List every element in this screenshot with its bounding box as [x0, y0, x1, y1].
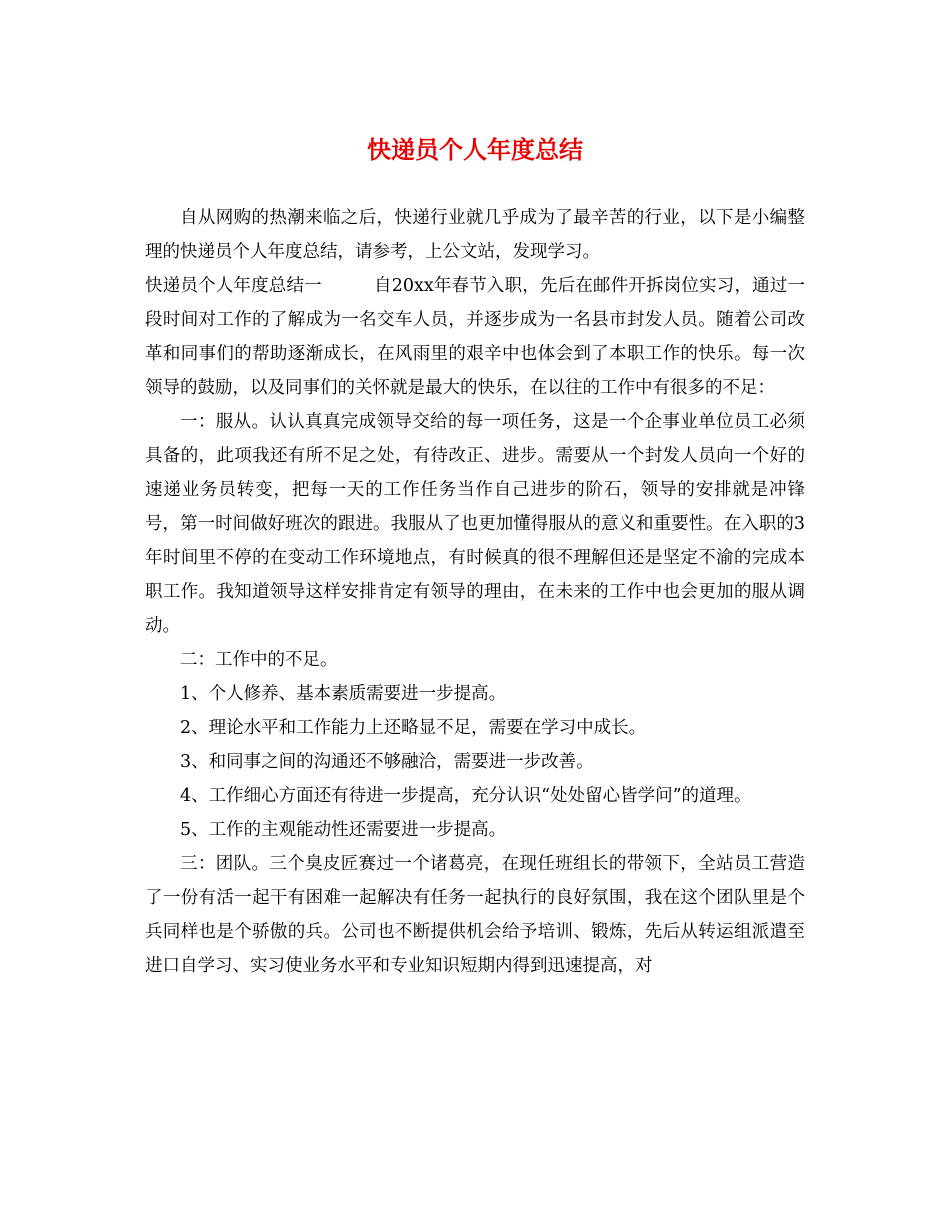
shortcoming-item-1: 1、个人修养、基本素质需要进一步提高。 — [180, 684, 507, 704]
shortcoming-item-2: 2、理论水平和工作能力上还略显不足，需要在学习中成长。 — [180, 718, 647, 738]
shortcoming-item-4: 4、工作细心方面还有待进一步提高，充分认识“处处留心皆学问”的道理。 — [180, 786, 752, 806]
section1-heading: 快递员个人年度总结一 — [145, 276, 322, 296]
shortcoming-item-5: 5、工作的主观能动性还需要进一步提高。 — [180, 820, 507, 840]
page-title: 快递员个人年度总结 — [367, 135, 583, 164]
point1-paragraph: 一：服从。认认真真完成领导交给的每一项任务，这是一个企事业单位员工必须具备的，此项我还有所不足之处，有待改正、进步。需要从一个封发人员向一个好的速递业务员转变，把每一天的工作任务当作自己进步的阶石，领导的安排就是冲锋号，第一时间做好班次的跟进。我服从了也更加懂得服从的意义和重要性。在入职的3年时间里不停的在变动工作环境地点，有时候真的很不理解但还是坚定不渝的完成本职工作。我知道领导这样安排肯定有领导的理由，在未来的工作中也会更加的服从调动。 — [145, 412, 805, 636]
document-body — [145, 201, 805, 983]
point2-heading: 二：工作中的不足。 — [180, 650, 338, 670]
section1-paragraph — [145, 269, 805, 405]
point3-paragraph: 三：团队。三个臭皮匠赛过一个诸葛亮，在现任班组长的带领下，全站员工营造了一份有活一起干有困难一起解决有任务一起执行的良好氛围，我在这个团队里是个兵同样也是个骄傲的兵。公司也不断提供机会给予培训、锻炼，先后从转运组派遣至进口自学习、实习使业务水平和专业知识短期内得到迅速提高，对 — [145, 854, 805, 976]
section1-text: 自20xx年春节入职，先后在邮件开拆岗位实习，通过一段时间对工作的了解成为一名交车人员，并逐步成为一名县市封发人员。随着公司改革和同事们的帮助逐渐成长，在风雨里的艰辛中也体会到了本职工作的快乐。每一次领导的鼓励，以及同事们的关怀就是最大的快乐，在以往的工作中有很多的不足： — [145, 276, 806, 398]
intro-paragraph: 自从网购的热潮来临之后，快递行业就几乎成为了最辛苦的行业，以下是小编整理的快递员个人年度总结，请参考，上公文站，发现学习。 — [145, 208, 805, 262]
shortcoming-item-3: 3、和同事之间的沟通还不够融洽，需要进一步改善。 — [180, 752, 594, 772]
